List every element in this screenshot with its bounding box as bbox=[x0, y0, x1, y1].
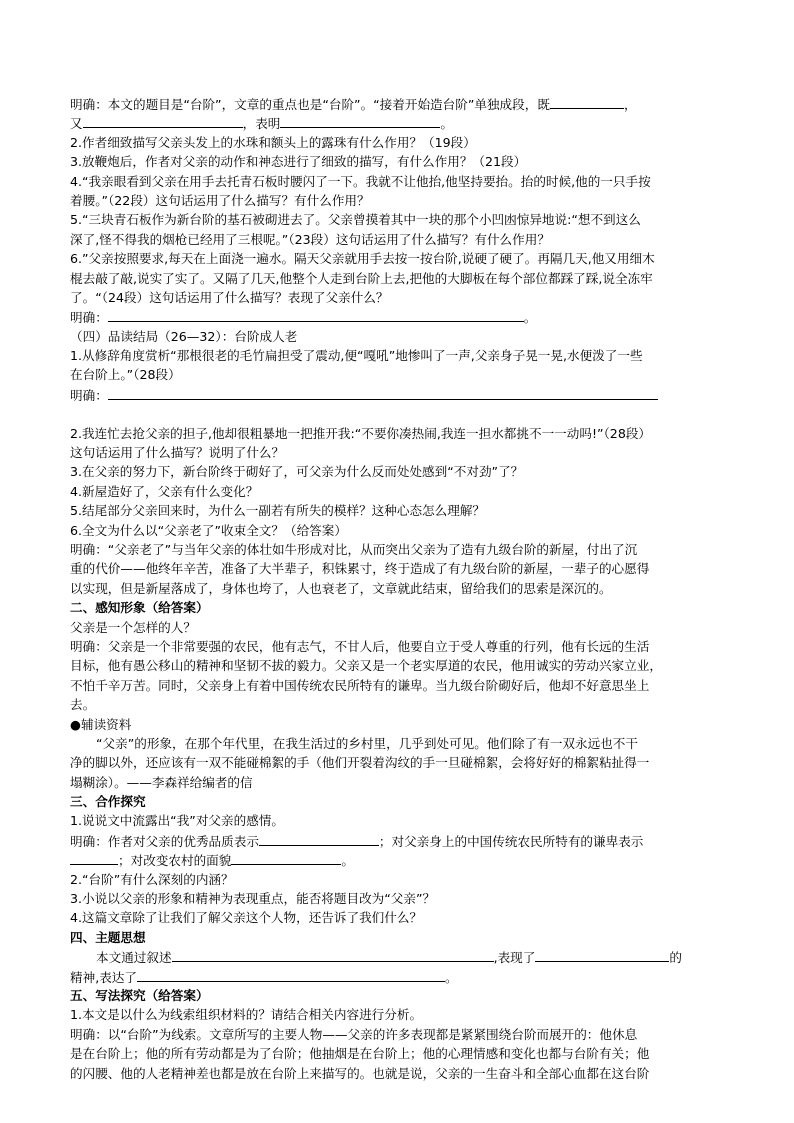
text-line bbox=[70, 210, 730, 229]
text-segment: 在台阶上。”（28段） bbox=[70, 367, 181, 383]
answer-blank bbox=[137, 967, 445, 982]
text-line bbox=[70, 288, 730, 307]
text-segment: 精神,表达了 bbox=[70, 969, 137, 985]
text-line bbox=[70, 792, 730, 811]
answer-blank bbox=[70, 850, 118, 865]
text-segment: 又 bbox=[70, 116, 83, 132]
text-line bbox=[70, 540, 730, 559]
text-line bbox=[70, 133, 730, 152]
text-line bbox=[70, 424, 730, 443]
text-segment: ；对改变农村的面貌 bbox=[118, 853, 232, 869]
text-line bbox=[70, 695, 730, 714]
text-segment: 这句话运用了什么描写？说明了什么？ bbox=[70, 445, 285, 461]
answer-blank bbox=[550, 94, 624, 109]
text-segment: ；对父亲身上的中国传统农民所特有的谦卑表示 bbox=[378, 833, 644, 849]
text-segment: 2.作者细致描写父亲头发上的水珠和额头上的露珠有什么作用？（19段） bbox=[70, 134, 476, 150]
text-line bbox=[70, 1044, 730, 1063]
text-line bbox=[70, 172, 730, 191]
text-line bbox=[70, 715, 730, 734]
text-line bbox=[70, 831, 730, 850]
text-segment: 二、感知形象（给答案） bbox=[70, 600, 209, 616]
text-line bbox=[70, 307, 730, 326]
text-segment: 明确： bbox=[70, 310, 108, 326]
text-segment: 5.“三块青石板作为新台阶的基石被砌进去了。父亲曾摸着其中一块的那个小凹凼惊异地说:“想不到这么 bbox=[70, 212, 641, 228]
text-line bbox=[70, 637, 730, 656]
answer-blank bbox=[231, 850, 341, 865]
answer-blank bbox=[259, 831, 379, 846]
text-segment: 塌糊涂）。——李森祥给编者的信 bbox=[70, 774, 253, 790]
text-line bbox=[70, 889, 730, 908]
text-segment: 是在台阶上；他的所有劳动都是为了台阶；他抽烟是在台阶上；他的心理情感和变化也都与台阶有关；他 bbox=[70, 1046, 650, 1062]
text-segment: 。 bbox=[440, 116, 453, 132]
text-segment: 明确：以“台阶”为线索。文章所写的主要人物——父亲的许多表现都是紧紧围绕台阶而展开的：他休息 bbox=[70, 1026, 638, 1042]
text-segment: 着腰。”（22段）这句话运用了什么描写？有什么作用？ bbox=[70, 192, 370, 208]
text-segment: 明确：作者对父亲的优秀品质表示 bbox=[70, 833, 259, 849]
text-segment: 1.本文是以什么为线索组织材料的？请结合相关内容进行分析。 bbox=[70, 1007, 423, 1023]
text-line bbox=[70, 656, 730, 675]
text-segment: ,表现了 bbox=[493, 950, 536, 966]
text-line bbox=[70, 482, 730, 501]
text-line bbox=[70, 191, 730, 210]
text-line bbox=[70, 579, 730, 598]
text-line bbox=[70, 230, 730, 249]
text-segment: 3.放鞭炮后，作者对父亲的动作和神态进行了细致的描写，有什么作用？（21段） bbox=[70, 154, 527, 170]
text-line bbox=[70, 94, 730, 113]
text-line bbox=[70, 598, 730, 617]
text-line bbox=[70, 1005, 730, 1024]
text-segment: 3.小说以父亲的形象和精神为表现重点，能否将题目改为“父亲”？ bbox=[70, 891, 436, 907]
text-line bbox=[70, 908, 730, 927]
text-line bbox=[70, 986, 730, 1005]
answer-blank bbox=[83, 113, 243, 128]
text-line bbox=[70, 928, 730, 947]
text-line bbox=[70, 152, 730, 171]
text-line bbox=[70, 967, 730, 986]
text-line bbox=[70, 404, 730, 423]
text-segment: 4.“我亲眼看到父亲在用手去托青石板时腰闪了一下。我就不让他抬,他坚持要抬。抬的时候,他的一只手按 bbox=[70, 173, 651, 189]
text-line bbox=[70, 113, 730, 132]
text-segment: “父亲”的形象，在那个年代里，在我生活过的乡村里，几乎到处可见。他们除了有一双永远也不干 bbox=[96, 735, 638, 751]
text-line bbox=[70, 1064, 730, 1083]
text-segment: 明确：本文的题目是“台阶”，文章的重点也是“台阶”。“接着开始造台阶”单独成段，既 bbox=[70, 97, 550, 112]
text-line bbox=[70, 327, 730, 346]
text-segment: 五、写法探究（给答案） bbox=[70, 987, 209, 1003]
text-line bbox=[70, 773, 730, 792]
text-line bbox=[70, 249, 730, 268]
text-segment: 棍去敲了敲,说实了实了。又隔了几天,他整个人走到台阶上去,把他的大脚板在每个部位都踩了踩,说全冻牢 bbox=[70, 270, 653, 286]
text-segment: 1.说说文中流露出“我”对父亲的感情。 bbox=[70, 813, 284, 829]
text-segment: 父亲是一个怎样的人？ bbox=[70, 619, 196, 635]
text-line bbox=[70, 462, 730, 481]
text-line bbox=[70, 559, 730, 578]
text-segment: 6.全文为什么以“父亲老了”收束全文？（给答案） bbox=[70, 522, 347, 538]
text-segment: ， bbox=[623, 97, 637, 112]
text-line bbox=[70, 753, 730, 772]
text-segment: 了。“（24段）这句话运用了什么描写？表现了父亲什么？ bbox=[70, 289, 389, 305]
text-segment: 4.新屋造好了，父亲有什么变化？ bbox=[70, 483, 259, 499]
text-segment: 四、主题思想 bbox=[70, 929, 146, 945]
text-segment: 。 bbox=[341, 853, 354, 869]
text-line bbox=[70, 618, 730, 637]
text-line bbox=[70, 1025, 730, 1044]
text-segment: 不怕千辛万苦。同时，父亲身上有着中国传统农民所特有的谦卑。当九级台阶砌好后，他却不好意思坐上 bbox=[70, 677, 650, 693]
answer-blank bbox=[172, 947, 494, 962]
text-line bbox=[70, 346, 730, 365]
text-segment: 去。 bbox=[70, 697, 96, 713]
text-line bbox=[70, 676, 730, 695]
answer-blank bbox=[280, 113, 440, 128]
text-segment: ●辅读资料 bbox=[70, 716, 132, 732]
text-segment: 6.”父亲按照要求,每天在上面浇一遍水。隔天父亲就用手去按一按台阶,说硬了硬了。再隔几天,他又用细木 bbox=[70, 251, 655, 267]
text-segment: 明确： bbox=[70, 387, 108, 403]
text-segment: （四）品读结局（26—32）：台阶成人老 bbox=[70, 328, 298, 344]
text-segment: 的 bbox=[669, 950, 682, 966]
text-segment: 1.从修辞角度赏析“那根很老的毛竹扁担受了震动,便“嘎吼”地惨叫了一声,父亲身子晃一晃,水便泼了一些 bbox=[70, 348, 643, 364]
answer-blank bbox=[535, 947, 669, 962]
text-segment: 2.“台阶”有什么深刻的内涵？ bbox=[70, 871, 234, 887]
text-line bbox=[70, 501, 730, 520]
text-segment: 三、合作探究 bbox=[70, 794, 146, 810]
text-segment: 本文通过叙述 bbox=[96, 950, 172, 966]
text-segment: 以实现，但是新屋落成了，身体也垮了，人也衰老了，文章就此结束，留给我们的思索是深沉的。 bbox=[70, 580, 612, 596]
text-line bbox=[70, 947, 730, 966]
text-segment: 。 bbox=[444, 969, 458, 985]
text-segment: 3.在父亲的努力下，新台阶终于砌好了，可父亲为什么反而处处感到“不对劲”了？ bbox=[70, 464, 524, 480]
text-segment: 5.结尾部分父亲回来时，为什么一副若有所失的模样？这种心态怎么理解？ bbox=[70, 503, 486, 519]
text-segment: 的闪腰、他的人老精神差也都是放在台阶上来描写的。也就是说，父亲的一生奋斗和全部心血都在这台阶 bbox=[70, 1065, 650, 1081]
answer-blank bbox=[108, 307, 524, 322]
text-line bbox=[70, 269, 730, 288]
text-segment: 4.这篇文章除了让我们了解父亲这个人物，还告诉了我们什么？ bbox=[70, 910, 423, 926]
text-line bbox=[70, 443, 730, 462]
text-line bbox=[70, 811, 730, 830]
text-line bbox=[70, 365, 730, 384]
text-segment: 深了,怪不得我的烟枪已经用了三根呢。”（23段）这句话运用了什么描写？有什么作用？ bbox=[70, 231, 550, 247]
text-segment: 净的脚以外，还应该有一双不能碰棉絮的手（他们开裂着沟纹的手一旦碰棉絮，会将好好的棉絮粘扯得一 bbox=[70, 755, 650, 771]
text-segment: 明确：“父亲老了”与当年父亲的体壮如牛形成对比，从而突出父亲为了造有九级台阶的新屋，付出了沉 bbox=[70, 541, 638, 557]
document-page bbox=[70, 94, 730, 1083]
text-segment: 明确：父亲是一个非常要强的农民，他有志气，不甘人后，他要自立于受人尊重的行列，他有长远的生活 bbox=[70, 638, 650, 654]
text-segment: 重的代价——他终年辛苦，准备了大半辈子，积铢累寸，终于造成了有九级台阶的新屋，一辈子的心愿得 bbox=[70, 561, 650, 577]
text-line bbox=[70, 870, 730, 889]
text-segment: 2.我连忙去抢父亲的担子,他却很粗暴地一把推开我:“不要你凑热闹,我连一担水都挑不一一动吗!”（28段） bbox=[70, 425, 652, 441]
answer-blank bbox=[108, 385, 658, 400]
text-line bbox=[70, 734, 730, 753]
text-segment: 。 bbox=[523, 310, 537, 326]
text-segment: ，表明 bbox=[242, 116, 281, 132]
text-segment: 目标，他有愚公移山的精神和坚韧不拔的毅力。父亲又是一个老实厚道的农民，他用诚实的劳动兴家立业， bbox=[70, 658, 662, 674]
text-line bbox=[70, 385, 730, 404]
text-line bbox=[70, 850, 730, 869]
text-line bbox=[70, 521, 730, 540]
